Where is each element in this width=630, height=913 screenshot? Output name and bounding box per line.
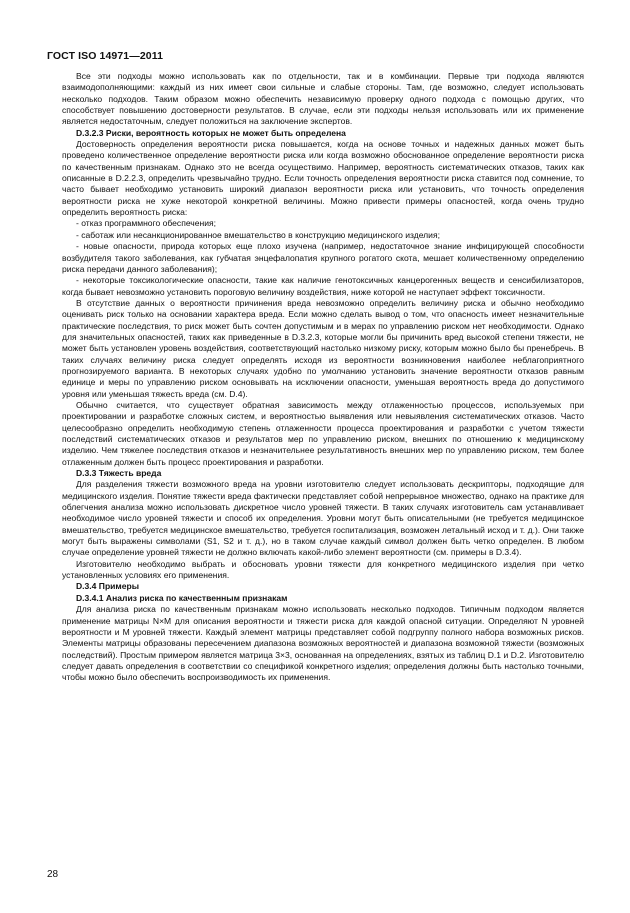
body-paragraph: В отсутствие данных о вероятности причинения вреда невозможно определить величину риска и обычно необходимо оценивать риск только на основании характера вреда. Если можно сделать вывод о том, что опасность имеет незначительные практические последствия, то риск может быть сочтен допустимым и в мерах по управлению риском нет необходимости. Однако для значительных опасностей, таких как приведенные в D.3.2.3, которые могли бы причинить вред высокой степени тяжести, не может быть установлен уровень воздействия, соответствующий настолько низкому риску, которым можно было бы пренебречь. В таких случаях величину риска следует определять исходя из вероятности возникновения наиболее неблагоприятного прогнозируемого варианта. В некоторых случаях удобно по умолчанию установить значение вероятности отказов равным единице и меры по управлению риском основывать на исключении опасности, уменьшая вероятность вреда до допустимого уровня или уменьшая тяжесть вреда (см. D.4). [62, 297, 584, 399]
page-body [62, 71, 584, 684]
body-paragraph: Обычно считается, что существует обратная зависимость между отлаженностью процессов, используемых при проектировании и разработке сложных систем, и вероятностью выявления или невыявления систематических отказов. Часто целесообразно определить необходимую степень отлаженности процесса проектирования и разработки с учетом тяжести последствий систематических отказов и результатов мер по управлению риском, внешних по отношению к медицинскому изделию. Чем тяжелее последствия отказов и незначительнее результативность внешних мер по управлению риском, тем более отлаженным должен быть процесс проектирования и разработки. [62, 399, 584, 467]
page-number: 28 [47, 869, 59, 880]
body-paragraph: Изготовителю необходимо выбрать и обосновать уровни тяжести для конкретного медицинского изделия при четко установленных условиях его применения. [62, 558, 584, 581]
section-heading: D.3.4 Примеры [76, 581, 140, 592]
document-header: ГОСТ ISO 14971—2011 [47, 50, 164, 62]
section-heading: D.3.4.1 Анализ риска по качественным признакам [76, 592, 288, 603]
body-paragraph: - новые опасности, природа которых еще плохо изучена (например, недостаточное знание инфицирующей способности возбудителя такого заболевания, как губчатая энцефалопатия крупного рогатого скота, мешает количественному определению риска передачи данного заболевания); [62, 241, 584, 274]
section-heading: D.3.3 Тяжесть вреда [76, 468, 162, 479]
body-paragraph: - отказ программного обеспечения; [76, 218, 217, 229]
body-paragraph: - саботаж или несанкционированное вмешательство в конструкцию медицинского изделия; [76, 229, 440, 240]
body-paragraph: Все эти подходы можно использовать как по отдельности, так и в комбинации. Первые три подхода являются взаимодополняющими: каждый из них имеет свои сильные и слабые стороны. Там, где возможно, следует использовать несколько подходов. Таким образом можно обеспечить независимую проверку одного подхода с помощью других, что способствует повышению достоверности результатов. В случае, если эти подходы нельзя использовать или их применение является недостаточным, следует положиться на заключение экспертов. [62, 71, 584, 127]
body-paragraph: Для разделения тяжести возможного вреда на уровни изготовителю следует использовать дескрипторы, подходящие для медицинского изделия. Понятие тяжести вреда фактически представляет собой непрерывное множество, однако на практике для облегчения анализа можно использовать дискретное число уровней тяжести. В таких случаях изготовитель сам устанавливает необходимое число уровней тяжести и способ их определения. Уровни могут быть описательными (не требуется медицинское вмешательство, требуется медицинское вмешательство, требуется госпитализация, возможен летальный исход и т. д.). Они также могут быть выражены символами (S1, S2 и т. д.), но в таком случае каждый символ должен быть четко определен. В любом случае определение уровней тяжести не должно включать какой-либо элемент вероятности (см. примеры в D.3.4). [62, 479, 584, 558]
body-paragraph: Для анализа риска по качественным признакам можно использовать несколько подходов. Типичным подходом является применение матрицы N×M для описания вероятности и тяжести риска для каждой опасной ситуации. Определяют N уровней вероятности и M уровней тяжести. Каждый элемент матрицы представляет собой подгруппу полного набора возможных рисков. Элементы матрицы образованы пересечением диапазона возможных вероятностей и диапазона возможной тяжести (возможных последствий). Простым примером является матрица 3×3, основанная на определениях, взятых из таблиц D.1 и D.2. Изготовителю следует давать определения в соответствии со спецификой конкретного изделия; определения должны быть настолько точными, чтобы можно было обеспечить воспроизводимость их применения. [62, 604, 584, 683]
body-paragraph: - некоторые токсикологические опасности, такие как наличие генотоксичных канцерогенных веществ и сенсибилизаторов, когда бывает невозможно установить пороговую величину воздействия, ниже которой не наступает эффект токсичности. [62, 275, 584, 297]
section-heading: D.3.2.3 Риски, вероятность которых не может быть определена [76, 127, 346, 138]
body-paragraph: Достоверность определения вероятности риска повышается, когда на основе точных и надежных данных может быть проведено количественное определение вероятности риска или когда возможно обоснованное определение вероятности риска по качественным признакам. Однако это не всегда осуществимо. Например, вероятность систематических отказов, таких как описанные в D.2.2.3, определить чрезвычайно трудно. Если точность определения вероятности риска ставится под сомнение, то часто бывает необходимо установить широкий диапазон вероятности риска или установить, что точность определения вероятности риска не хуже некоторой конкретной величины. Можно привести примеры опасностей, когда очень трудно определить вероятность риска: [62, 139, 584, 218]
